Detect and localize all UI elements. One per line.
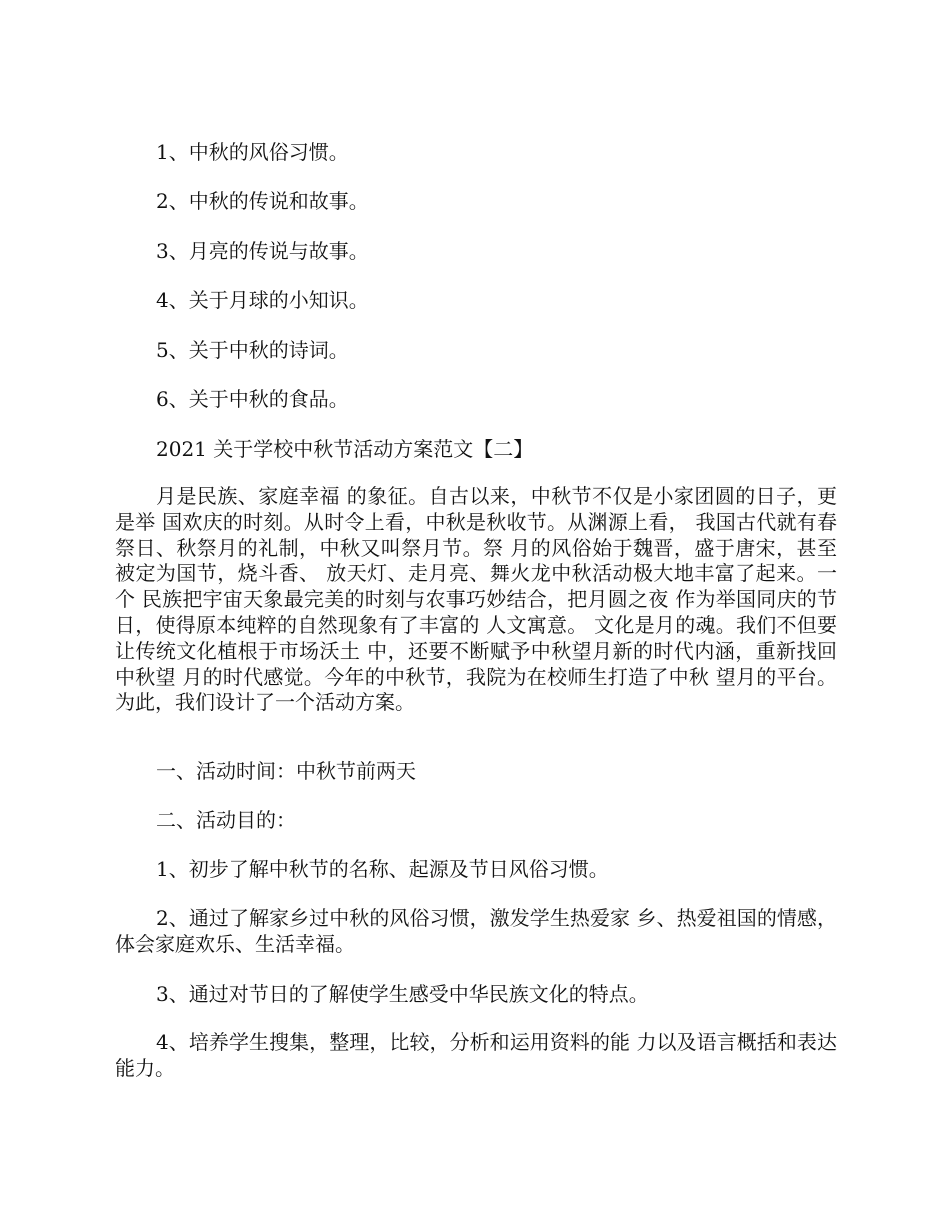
activity-time: 一、活动时间：中秋节前两天 bbox=[156, 759, 416, 783]
list-item: 2、中秋的传说和故事。 bbox=[156, 189, 369, 213]
goal-item: 2、通过了解家乡过中秋的风俗习惯，激发学生热爱家 乡、热爱祖国的情感，体会家庭欢乐、生活幸福。 bbox=[115, 906, 837, 956]
goal-item: 4、培养学生搜集，整理，比较，分析和运用资料的能 力以及语言概括和表达能力。 bbox=[115, 1030, 837, 1080]
section-heading: 2021 关于学校中秋节活动方案范文【二】 bbox=[156, 437, 534, 461]
goal-item: 3、通过对节日的了解使学生感受中华民族文化的特点。 bbox=[156, 982, 649, 1006]
activity-goal-heading: 二、活动目的： bbox=[156, 808, 296, 832]
intro-paragraph: 月是民族、家庭幸福 的象征。自古以来，中秋节不仅是小家团圆的日子，更是举 国欢庆的时刻。从时令上看，中秋是秋收节。从渊源上看， 我国古代就有春祭日、秋祭月的礼制，中秋又叫祭月节。祭 月的风俗始于魏晋，盛于唐宋，甚至被定为国节，烧斗香、 放天灯、走月亮、舞火龙中秋活动极大地丰富了起来。一个 民族把宇宙天象最完美的时刻与农事巧妙结合，把月圆之夜 作为举国同庆的节日，使得原本纯粹的自然现象有了丰富的 人文寓意。 文化是月的魂。我们不但要让传统文化植根于市场沃土 中，还要不断赋予中秋望月新的时代内涵，重新找回中秋望 月的时代感觉。今年的中秋节，我院为在校师生打造了中秋 望月的平台。为此，我们设计了一个活动方案。 bbox=[115, 484, 837, 715]
list-item: 6、关于中秋的食品。 bbox=[156, 387, 349, 411]
list-item: 1、中秋的风俗习惯。 bbox=[156, 140, 349, 164]
list-item: 4、关于月球的小知识。 bbox=[156, 288, 369, 312]
list-item: 5、关于中秋的诗词。 bbox=[156, 338, 349, 362]
goal-item: 1、初步了解中秋节的名称、起源及节日风俗习惯。 bbox=[156, 857, 609, 881]
list-item: 3、月亮的传说与故事。 bbox=[156, 239, 369, 263]
